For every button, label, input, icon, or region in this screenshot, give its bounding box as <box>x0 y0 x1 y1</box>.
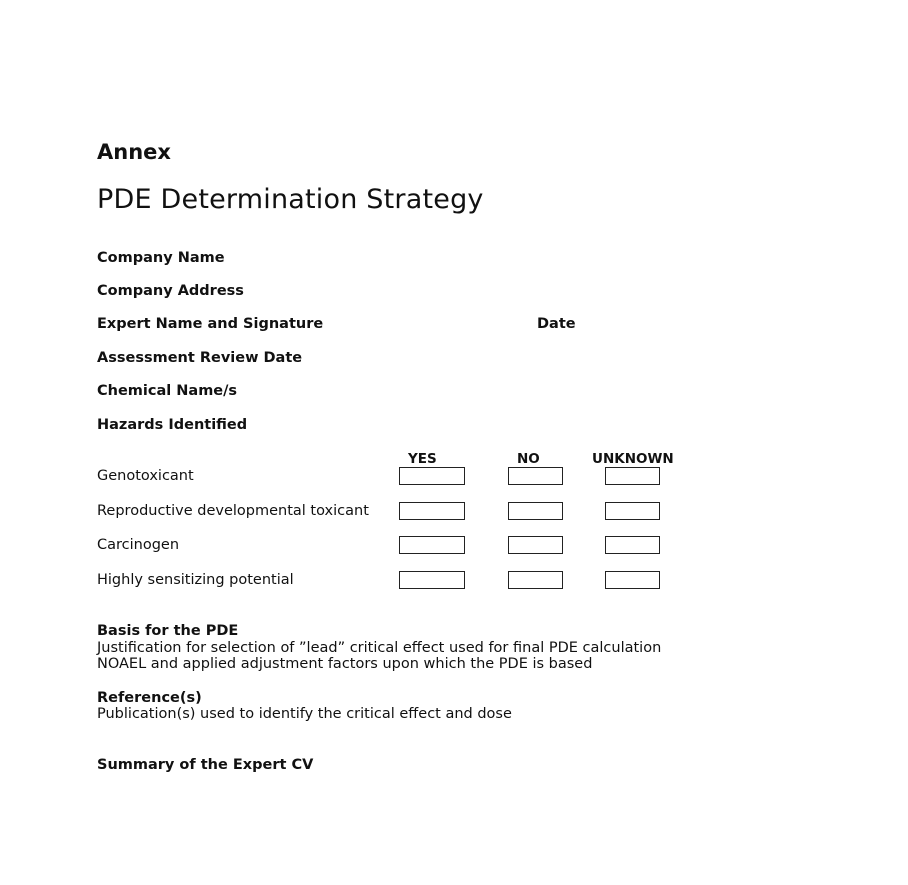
page-title: PDE Determination Strategy <box>97 184 484 215</box>
sensitizing-unknown-checkbox[interactable] <box>605 571 660 589</box>
summary-heading: Summary of the Expert CV <box>97 757 314 773</box>
column-header-unknown: UNKNOWN <box>592 451 674 467</box>
hazards-identified-label: Hazards Identified <box>97 417 248 433</box>
reproductive-yes-checkbox[interactable] <box>399 502 465 520</box>
hazard-row-label-genotoxicant: Genotoxicant <box>97 468 194 484</box>
reproductive-unknown-checkbox[interactable] <box>605 502 660 520</box>
hazard-row-label-sensitizing: Highly sensitizing potential <box>97 572 294 588</box>
company-name-label: Company Name <box>97 250 225 266</box>
genotoxicant-yes-checkbox[interactable] <box>399 467 465 485</box>
references-line-publications: Publication(s) used to identify the critical effect and dose <box>97 706 512 722</box>
column-header-yes: YES <box>408 451 437 467</box>
sensitizing-yes-checkbox[interactable] <box>399 571 465 589</box>
hazard-row-label-reproductive: Reproductive developmental toxicant <box>97 503 369 519</box>
assessment-review-date-label: Assessment Review Date <box>97 350 303 366</box>
sensitizing-no-checkbox[interactable] <box>508 571 563 589</box>
annex-heading: Annex <box>97 140 171 164</box>
basis-line-justification: Justification for selection of ”lead” critical effect used for final PDE calculation <box>97 640 662 656</box>
column-header-no: NO <box>517 451 540 467</box>
references-heading: Reference(s) <box>97 690 202 706</box>
expert-name-signature-label: Expert Name and Signature <box>97 316 324 332</box>
company-address-label: Company Address <box>97 283 244 299</box>
basis-heading: Basis for the PDE <box>97 623 239 639</box>
carcinogen-unknown-checkbox[interactable] <box>605 536 660 554</box>
genotoxicant-no-checkbox[interactable] <box>508 467 563 485</box>
genotoxicant-unknown-checkbox[interactable] <box>605 467 660 485</box>
chemical-names-label: Chemical Name/s <box>97 383 238 399</box>
hazard-row-label-carcinogen: Carcinogen <box>97 537 180 553</box>
carcinogen-no-checkbox[interactable] <box>508 536 563 554</box>
reproductive-no-checkbox[interactable] <box>508 502 563 520</box>
basis-line-noael: NOAEL and applied adjustment factors upon which the PDE is based <box>97 656 593 672</box>
carcinogen-yes-checkbox[interactable] <box>399 536 465 554</box>
date-label: Date <box>537 316 576 332</box>
